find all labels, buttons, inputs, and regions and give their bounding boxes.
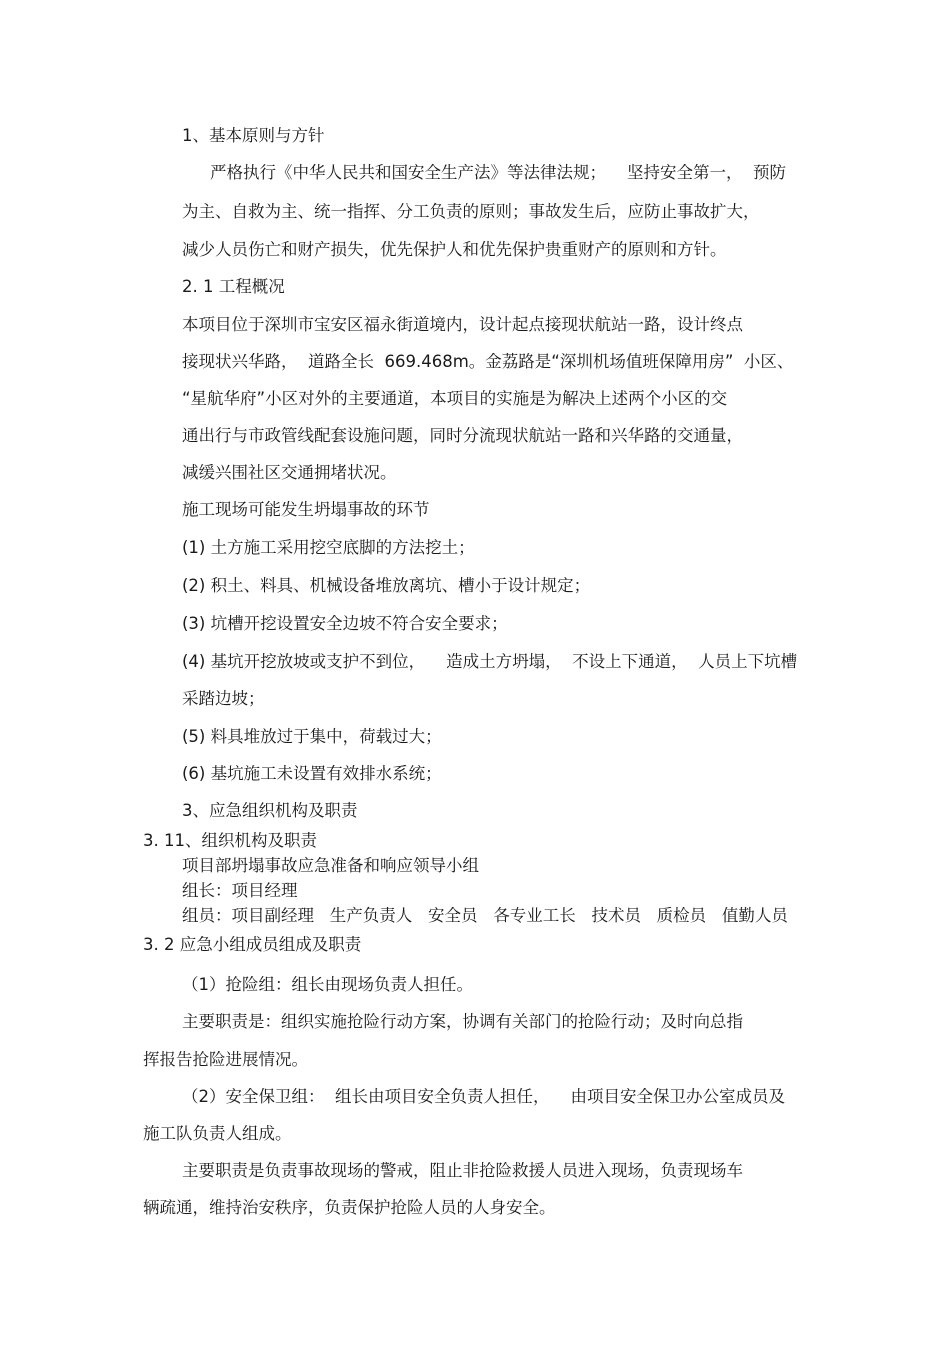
paragraph-line: 组长：项目经理: [182, 881, 298, 900]
paragraph-line: “星航华府”小区对外的主要通道，本项目的实施是为解决上述两个小区的交: [182, 389, 728, 408]
paragraph-line: 严格执行《中华人民共和国安全生产法》等法律法规； 坚持安全第一， 预防: [210, 163, 786, 182]
paragraph-line: 通出行与市政管线配套设施问题，同时分流现状航站一路和兴华路的交通量，: [182, 426, 743, 445]
paragraph-line: 组员：项目副经理 生产负责人 安全员 各专业工长 技术员 质检员 值勤人员: [182, 906, 788, 925]
paragraph-line: 主要职责是负责事故现场的警戒，阻止非抢险救援人员进入现场，负责现场车: [182, 1161, 743, 1180]
heading-project-overview: 2. 1 工程概况: [182, 277, 285, 296]
paragraph-line: 挥报告抢险进展情况。: [143, 1050, 308, 1069]
paragraph-line: （1）抢险组：组长由现场负责人担任。: [182, 975, 473, 994]
list-item: (5) 料具堆放过于集中，荷载过大；: [182, 727, 442, 746]
heading-collapse-risks: 施工现场可能发生坍塌事故的环节: [182, 500, 430, 519]
paragraph-line: 本项目位于深圳市宝安区福永街道境内，设计起点接现状航站一路，设计终点: [182, 315, 743, 334]
paragraph-line: 项目部坍塌事故应急准备和响应领导小组: [182, 856, 479, 875]
paragraph-line: 减少人员伤亡和财产损失，优先保护人和优先保护贵重财产的原则和方针。: [182, 240, 727, 259]
paragraph-line: 主要职责是：组织实施抢险行动方案，协调有关部门的抢险行动；及时向总指: [182, 1012, 743, 1031]
list-item: (1) 土方施工采用挖空底脚的方法挖土；: [182, 538, 475, 557]
list-item: (4) 基坑开挖放坡或支护不到位， 造成土方坍塌， 不设上下通道， 人员上下坑槽: [182, 652, 798, 671]
list-item: (6) 基坑施工未设置有效排水系统；: [182, 764, 442, 783]
heading-basic-principles: 1、基本原则与方针: [182, 126, 325, 145]
heading-team-composition: 3. 2 应急小组成员组成及职责: [143, 935, 362, 954]
paragraph-line: 辆疏通，维持治安秩序，负责保护抢险人员的人身安全。: [143, 1198, 556, 1217]
paragraph-line: （2）安全保卫组： 组长由项目安全负责人担任， 由项目安全保卫办公室成员及: [182, 1087, 785, 1106]
paragraph-line: 为主、自救为主、统一指挥、分工负责的原则；事故发生后，应防止事故扩大，: [182, 202, 760, 221]
list-item-continuation: 采踏边坡；: [182, 689, 265, 708]
paragraph-line: 减缓兴围社区交通拥堵状况。: [182, 463, 397, 482]
paragraph-line: 施工队负责人组成。: [143, 1124, 292, 1143]
list-item: (3) 坑槽开挖设置安全边坡不符合安全要求；: [182, 614, 508, 633]
heading-organization-duties: 3. 11、组织机构及职责: [143, 831, 317, 850]
paragraph-line: 接现状兴华路， 道路全长 669.468m。金荔路是“深圳机场值班保障用房” 小区、: [182, 352, 794, 371]
heading-emergency-organization: 3、应急组织机构及职责: [182, 801, 358, 820]
list-item: (2) 积土、料具、机械设备堆放离坑、槽小于设计规定；: [182, 576, 591, 595]
